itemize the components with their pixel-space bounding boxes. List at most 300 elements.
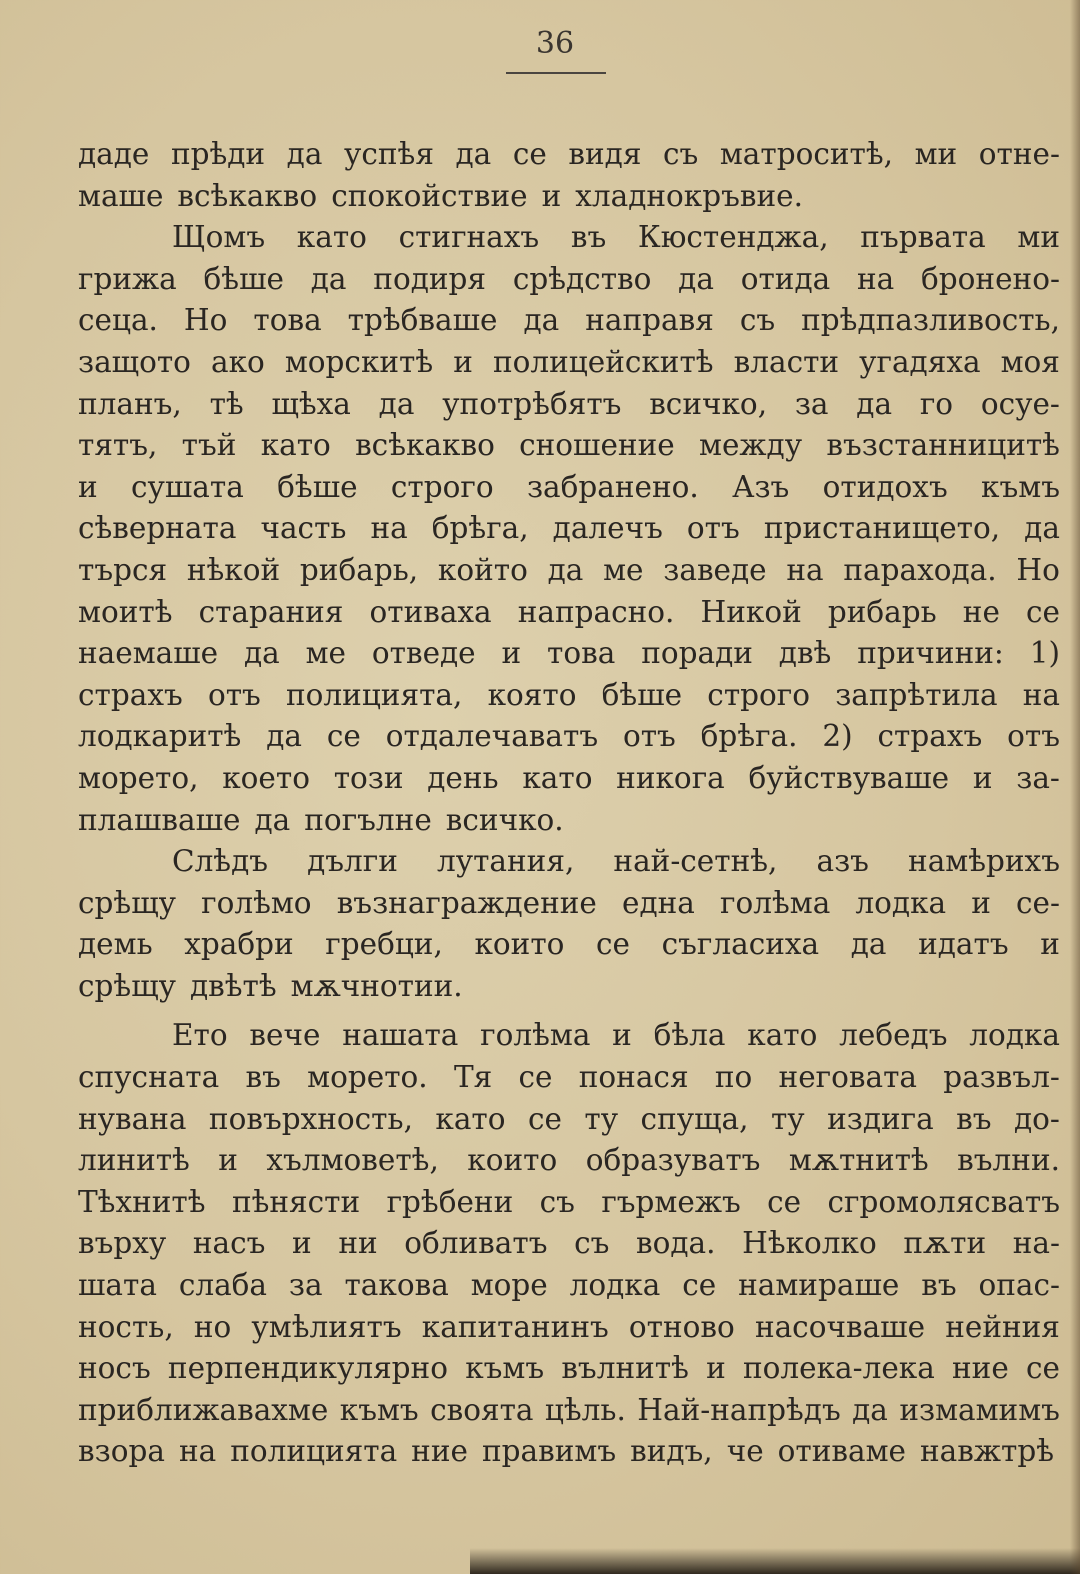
word: направя — [585, 303, 714, 338]
word: осуе- — [980, 386, 1060, 421]
text-line — [78, 883, 1060, 925]
word: грѣбени — [386, 1184, 514, 1219]
word: спуща, — [640, 1101, 749, 1136]
word: да — [856, 386, 893, 421]
text-line — [78, 1431, 1060, 1473]
word: ни — [338, 1226, 378, 1261]
page-number: 36 — [535, 26, 575, 61]
word: съ — [663, 137, 699, 171]
word: отне- — [978, 137, 1060, 171]
text-line — [78, 300, 1060, 342]
word: тятъ, — [78, 428, 158, 463]
word: Тя — [453, 1060, 493, 1095]
word: Ето — [172, 1018, 228, 1053]
word: се — [518, 1060, 553, 1095]
word: повърхность, — [208, 1101, 413, 1136]
word: не — [962, 594, 1000, 629]
word: сношение — [519, 428, 675, 463]
text-line — [78, 508, 1060, 550]
word: перпендикулярно — [167, 1351, 448, 1386]
word: ность, — [78, 1309, 174, 1344]
word: причини: — [857, 636, 1004, 671]
word: парахода. — [843, 552, 997, 587]
word: пѣнясти — [231, 1184, 361, 1219]
word: приближавахме — [78, 1392, 329, 1427]
word: двѣтѣ — [189, 968, 277, 1003]
word: прѣдпазливость, — [801, 303, 1060, 338]
word: плашваше — [78, 802, 241, 837]
word: търся — [78, 552, 168, 587]
word: щѣха — [271, 386, 351, 421]
word: ако — [211, 344, 265, 379]
word: подиря — [373, 261, 487, 296]
word: се — [1025, 594, 1060, 629]
text-line — [78, 134, 1060, 176]
paragraph — [78, 841, 1060, 1007]
word: строго — [390, 469, 494, 504]
word: образуватъ — [585, 1143, 761, 1178]
text-line — [78, 1307, 1060, 1349]
paragraph — [78, 1015, 1060, 1473]
word: буйствуваше — [748, 760, 950, 795]
word: издига — [827, 1101, 934, 1136]
word: ми — [1017, 220, 1060, 255]
word: отъ — [1007, 719, 1060, 754]
word: въ — [570, 220, 607, 255]
word: че — [726, 1434, 764, 1469]
text-line — [78, 633, 1060, 675]
text-line — [78, 924, 1060, 966]
word: страхъ — [877, 719, 983, 754]
word: върху — [78, 1226, 167, 1261]
word: вода. — [635, 1226, 716, 1261]
word: хълмоветѣ, — [266, 1143, 439, 1178]
word: отново — [628, 1309, 735, 1344]
word: на — [786, 552, 824, 587]
word: 1) — [1029, 636, 1060, 671]
word: сушата — [131, 469, 244, 504]
word: на — [857, 261, 895, 296]
word: да — [286, 137, 323, 171]
word: линитѣ — [78, 1143, 190, 1178]
word: отидохъ — [822, 469, 948, 504]
text-line — [78, 758, 1060, 800]
word: да — [455, 137, 492, 171]
word: и — [612, 1018, 632, 1053]
word: ме — [305, 636, 347, 671]
word: наемаше — [78, 636, 219, 671]
word: никога — [616, 760, 725, 795]
word: идатъ — [918, 927, 1009, 962]
word: се — [512, 137, 547, 171]
word: опас- — [978, 1268, 1060, 1303]
word: ту — [584, 1101, 619, 1136]
word: гребци, — [325, 927, 443, 962]
word: отъ — [207, 677, 261, 712]
word: въ — [921, 1268, 957, 1303]
word: даде — [78, 137, 150, 171]
word: шата — [78, 1268, 157, 1303]
word: вълнитѣ — [561, 1351, 689, 1386]
word: всичко. — [445, 802, 564, 837]
text-line — [78, 1348, 1060, 1390]
word: Азъ — [732, 469, 790, 504]
word: къмъ — [465, 1351, 545, 1386]
word: правимъ — [481, 1434, 617, 1469]
word: маше — [78, 178, 164, 213]
word: нѣкой — [186, 552, 281, 587]
word: да — [254, 802, 291, 837]
word: отъ — [622, 719, 676, 754]
text-line — [78, 1390, 1060, 1432]
word: и — [453, 344, 473, 379]
word: спусната — [78, 1060, 220, 1095]
word: сгромолясватъ — [827, 1184, 1060, 1219]
word: се — [1026, 1351, 1060, 1386]
word: като — [747, 1018, 818, 1053]
page-right-shadow — [1070, 0, 1080, 1574]
word: се — [527, 1101, 562, 1136]
word: погълне — [304, 802, 432, 837]
word: да — [547, 552, 584, 587]
word: голѣма — [480, 1018, 591, 1053]
word: бѣла — [653, 1018, 726, 1053]
text-line — [78, 966, 1060, 1008]
word: угадяха — [859, 344, 981, 379]
word: които — [467, 1143, 558, 1178]
word: това — [547, 636, 616, 671]
word: на- — [1012, 1226, 1060, 1261]
word: до- — [1014, 1101, 1060, 1136]
word: които — [474, 927, 565, 962]
word: лебедъ — [839, 1018, 948, 1053]
word: Слѣдъ — [172, 844, 269, 879]
word: неговата — [778, 1060, 917, 1095]
word: първата — [860, 220, 986, 255]
word: отъ — [686, 511, 740, 546]
word: носъ — [78, 1351, 151, 1386]
word: умѣлиятъ — [251, 1309, 402, 1344]
word: по — [714, 1060, 753, 1095]
word: да — [243, 636, 280, 671]
word: такова — [344, 1268, 449, 1303]
word: къмъ — [981, 469, 1060, 504]
word: отиваме — [777, 1434, 906, 1469]
word: срѣдство — [512, 261, 652, 296]
word: да — [850, 927, 887, 962]
word: успѣя — [344, 137, 434, 171]
word: пѫти — [903, 1226, 987, 1261]
word: вълни. — [957, 1143, 1060, 1178]
word: отида — [740, 261, 831, 296]
word: лодка — [969, 1018, 1060, 1053]
text-line — [78, 259, 1060, 301]
word: насъ — [192, 1226, 266, 1261]
word: нувана — [78, 1101, 187, 1136]
text-line — [78, 1265, 1060, 1307]
text-line — [78, 425, 1060, 467]
text-line — [78, 342, 1060, 384]
word: се- — [1016, 885, 1060, 920]
word: навжтрѣ — [920, 1434, 1054, 1469]
word: 2) — [822, 719, 853, 754]
word: намираше — [738, 1268, 900, 1303]
word: азъ — [816, 844, 869, 879]
word: полека-лека — [742, 1351, 935, 1386]
word: бѣше — [277, 469, 358, 504]
word: морскитѣ — [284, 344, 434, 379]
word: лодка — [855, 885, 947, 920]
text-line — [78, 592, 1060, 634]
word: видя — [568, 137, 642, 171]
text-line — [78, 1140, 1060, 1182]
text-line — [78, 384, 1060, 426]
word: голѣма — [720, 885, 831, 920]
word: съ — [574, 1226, 610, 1261]
word: да — [523, 303, 560, 338]
text-line — [78, 1223, 1060, 1265]
word: съгласиха — [661, 927, 820, 962]
text-line — [78, 716, 1060, 758]
word: Кюстенджа, — [637, 220, 829, 255]
word: дълги — [307, 844, 398, 879]
word: брѣга, — [431, 511, 529, 546]
text-line — [78, 800, 1060, 842]
word: вече — [249, 1018, 321, 1053]
word: нашата — [342, 1018, 459, 1053]
word: часть — [260, 511, 347, 546]
word: всѣкакво — [177, 178, 318, 213]
word: ту — [770, 1101, 805, 1136]
word: спокойствие — [331, 178, 528, 213]
page-number-rule — [506, 72, 606, 74]
word: рибарь — [827, 594, 937, 629]
word: Нѣколко — [742, 1226, 877, 1261]
word: Но — [183, 303, 228, 338]
word: и — [78, 469, 98, 504]
word: далечъ — [552, 511, 663, 546]
word: една — [622, 885, 695, 920]
paragraph-gap — [78, 1007, 1060, 1015]
word: бѣше — [601, 677, 683, 712]
word: на — [1022, 677, 1060, 712]
word: най-сетнѣ, — [613, 844, 778, 879]
word: да — [266, 719, 302, 754]
word: мѫчнотии. — [290, 968, 463, 1003]
text-line — [78, 176, 1060, 218]
word: съ — [539, 1184, 575, 1219]
word: полицията, — [286, 677, 463, 712]
word: видъ, — [630, 1434, 713, 1469]
word: голѣмо — [201, 885, 312, 920]
word: матроситѣ, — [719, 137, 894, 171]
text-line — [78, 1182, 1060, 1224]
word: брѣга. — [700, 719, 798, 754]
word: на — [178, 1434, 217, 1469]
word: морето. — [307, 1060, 428, 1095]
word: въ — [245, 1060, 281, 1095]
text-line — [78, 1015, 1060, 1057]
word: отиваха — [369, 594, 492, 629]
word: ние — [411, 1434, 468, 1469]
word: забранено. — [526, 469, 699, 504]
word: въ — [956, 1101, 992, 1136]
paragraph — [78, 217, 1060, 841]
word: между — [699, 428, 803, 463]
word: лутания, — [437, 844, 575, 879]
word: взора — [78, 1434, 165, 1469]
word: храбри — [184, 927, 294, 962]
word: го — [919, 386, 954, 421]
word: море — [470, 1268, 548, 1303]
word: и — [292, 1226, 312, 1261]
word: всичко, — [649, 386, 768, 421]
word: да — [1024, 511, 1060, 546]
word: употрѣбятъ — [442, 386, 622, 421]
word: всѣкакво — [355, 428, 495, 463]
word: мѫтнитѣ — [788, 1143, 929, 1178]
word: день — [427, 760, 499, 795]
text-line — [78, 1099, 1060, 1141]
word: ми — [914, 137, 958, 171]
word: обливатъ — [404, 1226, 548, 1261]
word: Най-напрѣдъ — [637, 1392, 841, 1427]
word: възстанницитѣ — [826, 428, 1060, 463]
word: цѣль. — [544, 1392, 626, 1427]
word: насочваше — [754, 1309, 926, 1344]
text-line — [78, 550, 1060, 592]
word: напрасно. — [517, 594, 675, 629]
word: слаба — [178, 1268, 268, 1303]
word: хладнокръвие. — [575, 178, 803, 213]
word: и — [501, 636, 522, 671]
word: понася — [578, 1060, 689, 1095]
word: моя — [1000, 344, 1060, 379]
word: рибарь, — [299, 552, 419, 587]
word: но — [193, 1309, 232, 1344]
word: възнаграждение — [336, 885, 597, 920]
word: да — [378, 386, 415, 421]
word: се — [596, 927, 631, 962]
word: строго — [707, 677, 810, 712]
word: лодкаритѣ — [78, 719, 242, 754]
word: страхъ — [78, 677, 183, 712]
word: което — [222, 760, 310, 795]
word: която — [487, 677, 577, 712]
word: отдалечаватъ — [385, 719, 599, 754]
text-line — [78, 217, 1060, 259]
word: който — [437, 552, 528, 587]
word: морето, — [78, 760, 199, 795]
word: на — [370, 511, 408, 546]
word: грижа — [78, 261, 177, 296]
word: отведе — [371, 636, 476, 671]
word: полицията — [230, 1434, 398, 1469]
word: да — [310, 261, 347, 296]
word: гърмежъ — [601, 1184, 741, 1219]
word: сеца. — [78, 303, 158, 338]
word: поради — [641, 636, 753, 671]
word: намѣрихъ — [908, 844, 1060, 879]
word: моитѣ — [78, 594, 173, 629]
text-line — [78, 1057, 1060, 1099]
word: съ — [739, 303, 776, 338]
word: тъй — [181, 428, 237, 463]
word: двѣ — [778, 636, 832, 671]
word: това — [253, 303, 322, 338]
word: и — [218, 1143, 238, 1178]
word: за — [288, 1268, 323, 1303]
word: и — [1040, 927, 1060, 962]
word: лодка — [569, 1268, 661, 1303]
word: Но — [1016, 552, 1060, 587]
word: своята — [430, 1392, 534, 1427]
word: власти — [733, 344, 840, 379]
paragraph — [78, 134, 1060, 217]
word: демь — [78, 927, 153, 962]
word: пристанището, — [763, 511, 1001, 546]
word: и — [972, 760, 993, 795]
word: Никой — [700, 594, 802, 629]
word: бѣше — [203, 261, 284, 296]
word: трѣбваше — [347, 303, 498, 338]
word: ме — [603, 552, 644, 587]
word: да — [678, 261, 714, 296]
word: старания — [198, 594, 344, 629]
word: нейния — [945, 1309, 1060, 1344]
word: прѣди — [170, 137, 266, 171]
word: този — [333, 760, 404, 795]
word: ние — [952, 1351, 1009, 1386]
word: като — [522, 760, 593, 795]
word: се — [767, 1184, 802, 1219]
word: защото — [78, 344, 191, 379]
page-bottom-shadow — [470, 1548, 1080, 1574]
word: като — [296, 220, 367, 255]
word: капитанинъ — [421, 1309, 609, 1344]
word: за — [794, 386, 829, 421]
word: и — [541, 178, 562, 213]
word: срѣщу — [78, 968, 176, 1003]
word: полицейскитѣ — [492, 344, 714, 379]
word: като — [435, 1101, 506, 1136]
word: като — [260, 428, 331, 463]
word: измамимъ — [899, 1392, 1060, 1427]
word: Щомъ — [172, 220, 266, 255]
word: къмъ — [339, 1392, 419, 1427]
word: Тѣхнитѣ — [78, 1184, 206, 1219]
text-line — [78, 841, 1060, 883]
word: запрѣтила — [835, 677, 998, 712]
text-line — [78, 675, 1060, 717]
page-text — [78, 134, 1060, 1473]
word: за- — [1016, 760, 1060, 795]
word: тѣ — [209, 386, 244, 421]
word: срѣщу — [78, 885, 176, 920]
word: се — [682, 1268, 717, 1303]
word: заведе — [663, 552, 767, 587]
word: се — [326, 719, 361, 754]
word: и — [706, 1351, 726, 1386]
word: и — [971, 885, 991, 920]
word: стигнахъ — [398, 220, 540, 255]
text-line — [78, 467, 1060, 509]
word: планъ, — [78, 386, 182, 421]
word: сѣверната — [78, 511, 237, 546]
word: развъл- — [943, 1060, 1060, 1095]
word: да — [852, 1392, 888, 1427]
word: бронено- — [921, 261, 1060, 296]
